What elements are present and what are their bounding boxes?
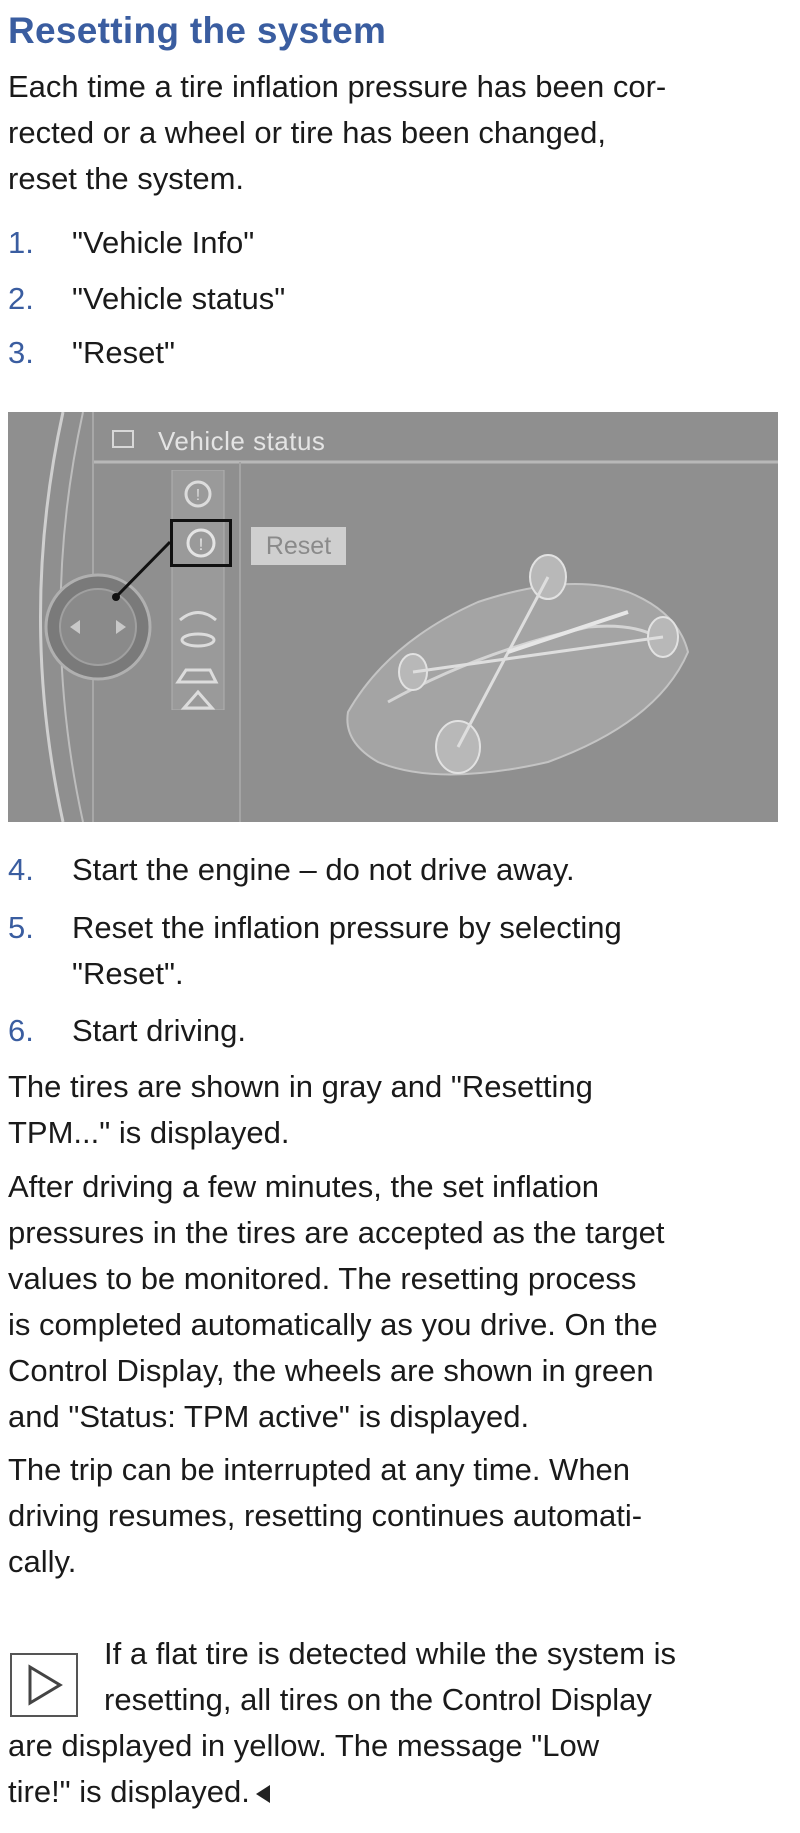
text-line: pressures in the tires are accepted as the target	[8, 1215, 665, 1250]
note-text-line: If a flat tire is detected while the system is	[104, 1636, 677, 1671]
step-text: "Vehicle status"	[72, 281, 286, 316]
text-line: Control Display, the wheels are shown in green	[8, 1353, 654, 1388]
note-text-rest	[8, 1723, 783, 1815]
section-title: Resetting the system	[8, 10, 387, 51]
note-text-line: are displayed in yellow. The message "Low	[8, 1728, 600, 1763]
step-text: Start driving.	[72, 1013, 247, 1048]
step-number: 5.	[8, 910, 34, 945]
text-line: is completed automatically as you drive. On the	[8, 1307, 658, 1342]
step-text: "Reset".	[72, 956, 184, 991]
text-line: driving resumes, resetting continues automati-	[8, 1498, 643, 1533]
step-5	[8, 905, 783, 997]
note-text-last	[8, 1769, 783, 1815]
step-6	[8, 1008, 783, 1054]
tpm-reset-icon-selected	[170, 519, 232, 567]
step-number: 2.	[8, 281, 34, 316]
step-text: "Reset"	[72, 335, 175, 370]
step-text: Start the engine – do not drive away.	[72, 852, 575, 887]
step-1	[8, 220, 783, 266]
control-display-screenshot	[8, 412, 778, 822]
note-text-line: resetting, all tires on the Control Display	[104, 1682, 652, 1717]
text-line: cally.	[8, 1544, 77, 1579]
menu-icon	[8, 420, 66, 475]
intro-paragraph	[8, 64, 783, 202]
vehicle-info-icon	[112, 430, 134, 448]
status-icon-column	[170, 470, 230, 710]
screen-title: Vehicle status	[158, 426, 326, 456]
text-line: After driving a few minutes, the set inflation	[8, 1169, 600, 1204]
step-text: "Vehicle Info"	[72, 225, 255, 260]
step-4	[8, 847, 783, 893]
text-line: TPM..." is displayed.	[8, 1115, 290, 1150]
end-of-section-icon	[256, 1785, 270, 1803]
step-number: 3.	[8, 335, 34, 370]
text-line: reset the system.	[8, 161, 245, 196]
step-2	[8, 276, 783, 322]
paragraph-resetting-tpm	[8, 1064, 783, 1156]
step-number: 4.	[8, 852, 34, 887]
step-text-block	[72, 905, 772, 997]
text-line: and "Status: TPM active" is displayed.	[8, 1399, 530, 1434]
car-chassis-illustration	[328, 532, 708, 792]
note-play-icon	[10, 1653, 78, 1717]
svg-text:!: !	[195, 487, 201, 504]
text-line: Each time a tire inflation pressure has been cor-	[8, 69, 667, 104]
step-text: Reset the inflation pressure by selecting	[72, 910, 622, 945]
paragraph-after-driving	[8, 1164, 783, 1440]
step-number: 1.	[8, 225, 34, 260]
note-text-line: tire!" is displayed.	[8, 1774, 250, 1809]
text-line: values to be monitored. The resetting process	[8, 1261, 637, 1296]
paragraph-trip-interrupted	[8, 1447, 783, 1585]
text-line: rected or a wheel or tire has been changed,	[8, 115, 606, 150]
text-line: The tires are shown in gray and "Resetting	[8, 1069, 593, 1104]
reset-menu-item: Reset	[251, 527, 346, 565]
text-line: The trip can be interrupted at any time. When	[8, 1452, 631, 1487]
step-3	[8, 330, 783, 376]
step-number: 6.	[8, 1013, 34, 1048]
svg-text:!: !	[198, 535, 204, 554]
